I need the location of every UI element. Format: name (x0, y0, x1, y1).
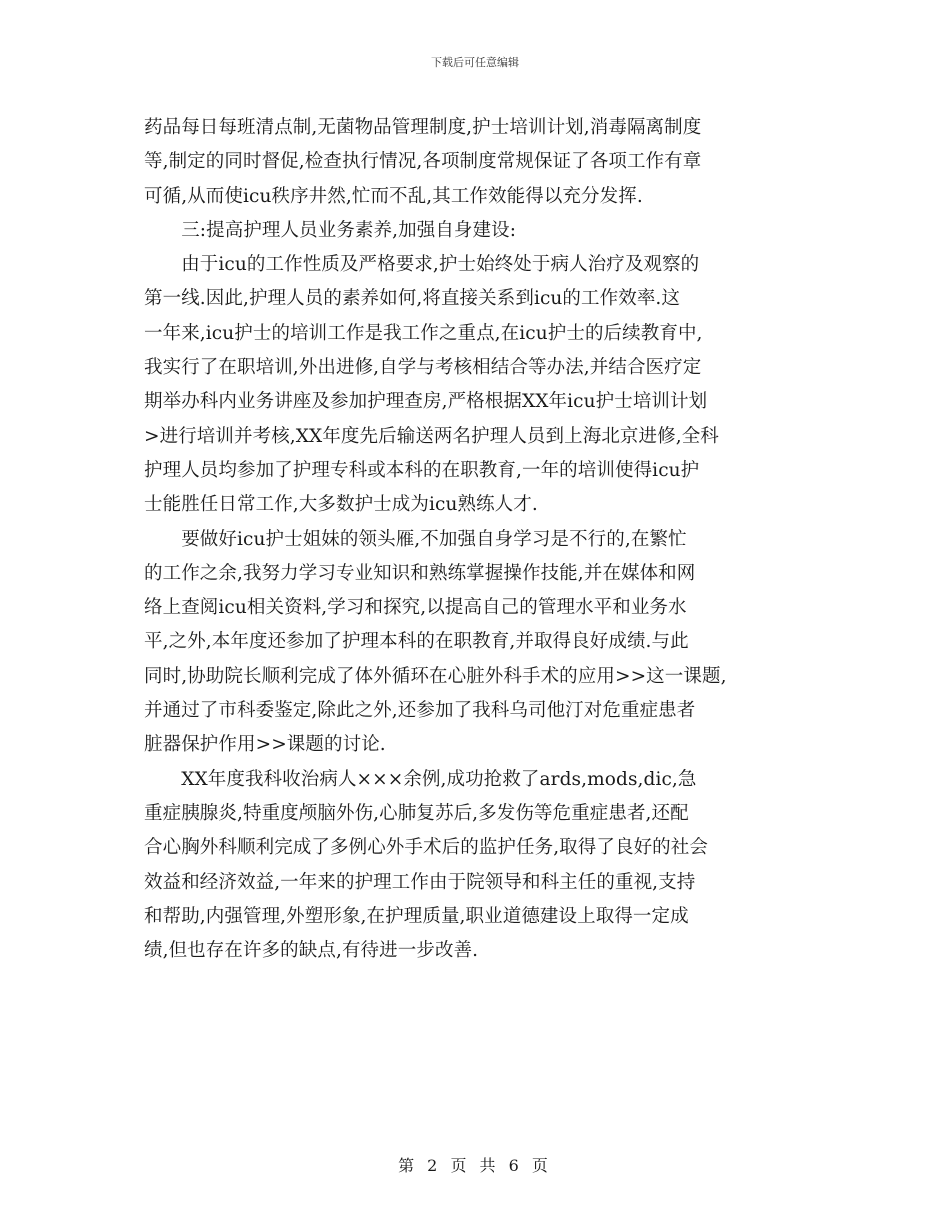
text-line: XX年度我科收治病人×××余例,成功抢救了ards,mods,dic,急 (144, 768, 697, 790)
page-number-footer: 第 2 页 共 6 页 (398, 1156, 552, 1175)
text-line: >进行培训并考核,XX年度先后输送两名护理人员到上海北京进修,全科 (144, 425, 719, 447)
text-line: 期举办科内业务讲座及参加护理查房,严格根据XX年icu护士培训计划 (144, 391, 708, 413)
text-line: 重症胰腺炎,特重度颅脑外伤,心肺复苏后,多发伤等危重症患者,还配 (144, 802, 689, 824)
text-line: 第一线.因此,护理人员的素养如何,将直接关系到icu的工作效率.这 (144, 288, 681, 310)
text-line: 并通过了市科委鉴定,除此之外,还参加了我科乌司他汀对危重症患者 (144, 700, 696, 722)
text-line: 等,制定的同时督促,检查执行情况,各项制度常规保证了各项工作有章 (144, 151, 702, 173)
text-line: 合心胸外科顺利完成了多例心外手术后的监护任务,取得了良好的社会 (144, 837, 708, 859)
text-line: 由于icu的工作性质及严格要求,护士始终处于病人治疗及观察的 (144, 254, 700, 276)
text-line: 要做好icu护士姐妹的领头雁,不加强自身学习是不行的,在繁忙 (144, 528, 687, 550)
section-heading: 三:提高护理人员业务素养,加强自身建设: (144, 219, 517, 241)
text-line: 药品每日每班清点制,无菌物品管理制度,护士培训计划,消毒隔离制度 (144, 117, 702, 138)
text-line: 同时,协助院长顺利完成了体外循环在心脏外科手术的应用>>这一课题, (144, 665, 727, 687)
text-line: 绩,但也存在许多的缺点,有待进一步改善. (144, 940, 479, 962)
document-body (144, 111, 808, 968)
text-line: 脏器保护作用>>课题的讨论. (144, 734, 386, 756)
text-line: 的工作之余,我努力学习专业知识和熟练掌握操作技能,并在媒体和网 (144, 562, 696, 584)
text-line: 我实行了在职培训,外出进修,自学与考核相结合等办法,并结合医疗定 (144, 357, 702, 379)
text-line: 和帮助,内强管理,外塑形象,在护理质量,职业道德建设上取得一定成 (144, 905, 689, 927)
text-line: 护理人员均参加了护理专科或本科的在职教育,一年的培训使得icu护 (144, 459, 700, 481)
text-line: 效益和经济效益,一年来的护理工作由于院领导和科主任的重视,支持 (144, 871, 696, 893)
text-line: 士能胜任日常工作,大多数护士成为icu熟练人才. (144, 494, 538, 516)
text-line: 可循,从而使icu秩序井然,忙而不乱,其工作效能得以充分发挥. (144, 185, 643, 207)
text-line: 一年来,icu护士的培训工作是我工作之重点,在icu护士的后续教育中, (144, 322, 703, 344)
text-line: 络上查阅icu相关资料,学习和探究,以提高自己的管理水平和业务水 (144, 597, 687, 619)
text-line: 平,之外,本年度还参加了护理本科的在职教育,并取得良好成绩.与此 (144, 631, 689, 653)
page-header: 下载后可任意编辑 (431, 56, 519, 69)
